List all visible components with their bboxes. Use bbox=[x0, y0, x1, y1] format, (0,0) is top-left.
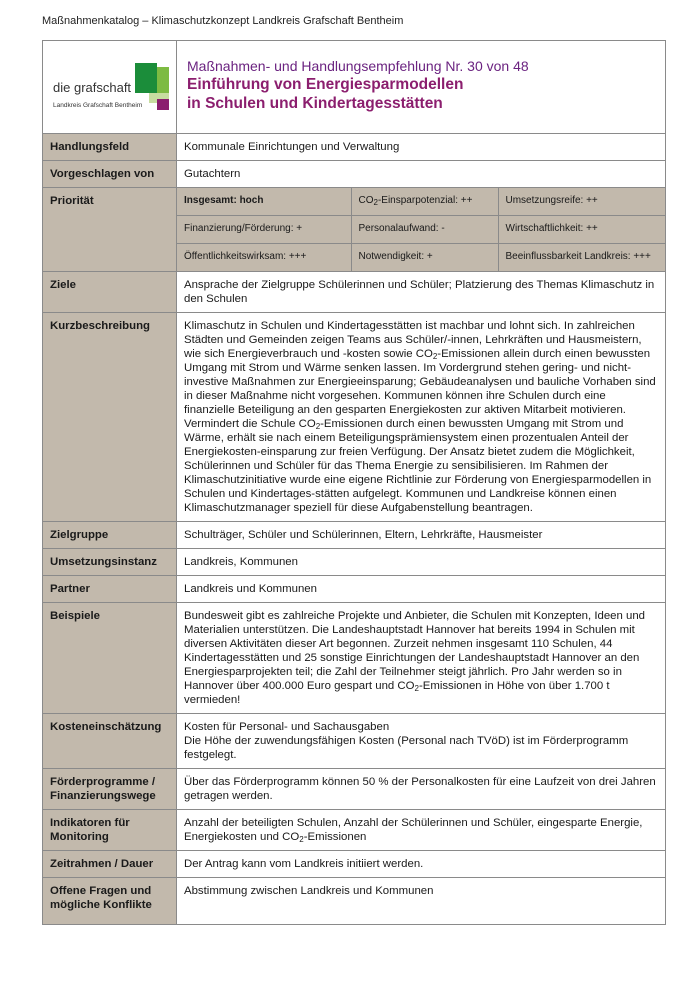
value-zielgruppe: Schulträger, Schüler und Schülerinnen, Eltern, Lehrkräfte, Hausmeister bbox=[177, 522, 666, 549]
value-indikatoren: Anzahl der beteiligten Schulen, Anzahl der Schülerinnen und Schüler, eingesparte Energie, Energiekosten und $CO_2$-Emissionen bbox=[177, 810, 666, 851]
label-umsetzungsinstanz: Umsetzungsinstanz bbox=[43, 549, 177, 576]
value-kosten: Kosten für Personal- und Sachausgaben Die Höhe der zuwendungsfähigen Kosten (Personal nach TVöD) ist im Förderprogramm festgelegt. bbox=[177, 714, 666, 769]
priority-grid bbox=[177, 188, 665, 271]
priority-co2: $CO_2$-Einsparpotenzial: ++ bbox=[351, 188, 498, 216]
label-handlungsfeld: Handlungsfeld bbox=[43, 134, 177, 161]
priority-overall: Insgesamt: hoch bbox=[177, 188, 351, 216]
row-kurzbeschreibung bbox=[43, 313, 666, 522]
row-zielgruppe bbox=[43, 522, 666, 549]
row-offene-fragen bbox=[43, 878, 666, 925]
label-vorgeschlagen: Vorgeschlagen von bbox=[43, 161, 177, 188]
label-zielgruppe: Zielgruppe bbox=[43, 522, 177, 549]
priority-oeffentlichkeit: Öffentlichkeitswirksam: +++ bbox=[177, 244, 351, 272]
priority-grid-cell bbox=[177, 188, 666, 272]
value-foerderprogramme: Über das Förderprogramm können 50 % der Personalkosten für eine Laufzeit von drei Jahren getragen werden. bbox=[177, 769, 666, 810]
logo-square-dark-green bbox=[135, 63, 157, 93]
logo-cell bbox=[43, 41, 177, 134]
priority-beeinflussbarkeit: Beeinflussbarkeit Landkreis: +++ bbox=[498, 244, 665, 272]
priority-umsetzungsreife: Umsetzungsreife: ++ bbox=[498, 188, 665, 216]
label-indikatoren: Indikatoren für Monitoring bbox=[43, 810, 177, 851]
row-ziele bbox=[43, 272, 666, 313]
measure-number: Maßnahmen- und Handlungsempfehlung Nr. 30 von 48 bbox=[187, 58, 529, 74]
label-offene-fragen: Offene Fragen und mögliche Konflikte bbox=[43, 878, 177, 925]
measure-title bbox=[187, 75, 655, 113]
logo-square-purple bbox=[157, 99, 169, 110]
value-ziele: Ansprache der Zielgruppe Schülerinnen und Schüler; Platzierung des Themas Klimaschutz in den Schulen bbox=[177, 272, 666, 313]
measure-table bbox=[42, 40, 666, 925]
value-offene-fragen: Abstimmung zwischen Landkreis und Kommunen bbox=[177, 878, 666, 925]
label-foerderprogramme: Förderprogramme / Finanzierungswege bbox=[43, 769, 177, 810]
row-indikatoren bbox=[43, 810, 666, 851]
row-prioritaet bbox=[43, 188, 666, 272]
value-handlungsfeld: Kommunale Einrichtungen und Verwaltung bbox=[177, 134, 666, 161]
priority-finanzierung: Finanzierung/Förderung: + bbox=[177, 216, 351, 244]
value-zeitrahmen: Der Antrag kann vom Landkreis initiiert werden. bbox=[177, 851, 666, 878]
label-prioritaet: Priorität bbox=[43, 188, 177, 272]
priority-wirtschaftlichkeit: Wirtschaftlichkeit: ++ bbox=[498, 216, 665, 244]
row-kosten bbox=[43, 714, 666, 769]
priority-personalaufwand: Personalaufwand: - bbox=[351, 216, 498, 244]
district-logo bbox=[53, 63, 173, 115]
header-row bbox=[43, 41, 666, 134]
row-handlungsfeld bbox=[43, 134, 666, 161]
row-umsetzungsinstanz bbox=[43, 549, 666, 576]
logo-wordmark: die grafschaft bbox=[53, 80, 132, 95]
measure-title-line1: Einführung von Energiesparmodellen bbox=[187, 76, 464, 93]
row-zeitrahmen bbox=[43, 851, 666, 878]
label-beispiele: Beispiele bbox=[43, 603, 177, 714]
row-partner bbox=[43, 576, 666, 603]
label-kurzbeschreibung: Kurzbeschreibung bbox=[43, 313, 177, 522]
title-cell bbox=[177, 41, 666, 134]
label-partner: Partner bbox=[43, 576, 177, 603]
value-beispiele: Bundesweit gibt es zahlreiche Projekte und Anbieter, die Schulen mit Konzepten, Ideen und Materialien unterstützen. Die Landeshauptstadt Hannover hat bereits 1994 in Schulen mit diversen Aktivitäten dieser Art begonnen. Zurzeit nehmen insgesamt 110 Schulen, 44 Kindertagesstätten und 25 sonstige Einrichtungen der Landeshauptstadt Hannover an den Energiesparprojekten teil; die Zahl der Teilnehmer steigt jährlich. Pro Jahr werden so in Hannover über 400.000 Euro gespart und $CO_2$-Emissionen in Höhe von über 1.700 t vermieden! bbox=[177, 603, 666, 714]
measure-title-line2: in Schulen und Kindertagesstätten bbox=[187, 95, 443, 112]
logo-square-light-green bbox=[157, 67, 169, 93]
label-kosten: Kosteneinschätzung bbox=[43, 714, 177, 769]
value-umsetzungsinstanz: Landkreis, Kommunen bbox=[177, 549, 666, 576]
logo-tagline: Landkreis Grafschaft Bentheim bbox=[53, 102, 143, 109]
row-foerderprogramme bbox=[43, 769, 666, 810]
value-vorgeschlagen: Gutachtern bbox=[177, 161, 666, 188]
label-ziele: Ziele bbox=[43, 272, 177, 313]
value-kurzbeschreibung: Klimaschutz in Schulen und Kindertagesstätten ist machbar und lohnt sich. In zahlreichen Städten und Gemeinden zeigen Teams aus Schüler/-innen, Lehrkräften und Hausmeistern, wie sich Energieverbrauch und -kosten sowie $CO_2$-Emissionen allein durch einen bewussten Umgang mit Strom und Wärme senken lassen. Im Vordergrund stehen gering- und nicht-investive Maßnahmen zur Energieeinsparung; Gebäudeanalysen und bauliche Vorhaben sind in dieser Maßnahme nicht vorgesehen. Kommunen können ihre Schulen durch eine finanzielle Beteiligung an den gesparten Energiekosten zur aktiven Mitarbeit motivieren. Vermindert die Schule $CO_2$-Emissionen durch einen bewussten Umgang mit Strom und Wärme, erhält sie nach einem Beteiligungsprämiensystem einen prozentualen Anteil der Energiekosten-einsparung zur freien Verfügung. Der Ansatz bietet zudem die Möglichkeit, Schülerinnen und Schüler für das Thema Energie zu sensibilisieren. Im Rahmen der Klimaschutzinitiative wurde eine eigene Richtlinie zur Förderung von Energiesparmodellen in Schulen und Kindertages-stätten aufgelegt. Kommunen und Landkreise können einen Klimaschutzmanager speziell für diese Aufgabenstellung beantragen. bbox=[177, 313, 666, 522]
row-beispiele bbox=[43, 603, 666, 714]
value-partner: Landkreis und Kommunen bbox=[177, 576, 666, 603]
running-header: Maßnahmenkatalog – Klimaschutzkonzept Landkreis Grafschaft Bentheim bbox=[42, 15, 404, 27]
label-zeitrahmen: Zeitrahmen / Dauer bbox=[43, 851, 177, 878]
row-vorgeschlagen bbox=[43, 161, 666, 188]
priority-notwendigkeit: Notwendigkeit: + bbox=[351, 244, 498, 272]
